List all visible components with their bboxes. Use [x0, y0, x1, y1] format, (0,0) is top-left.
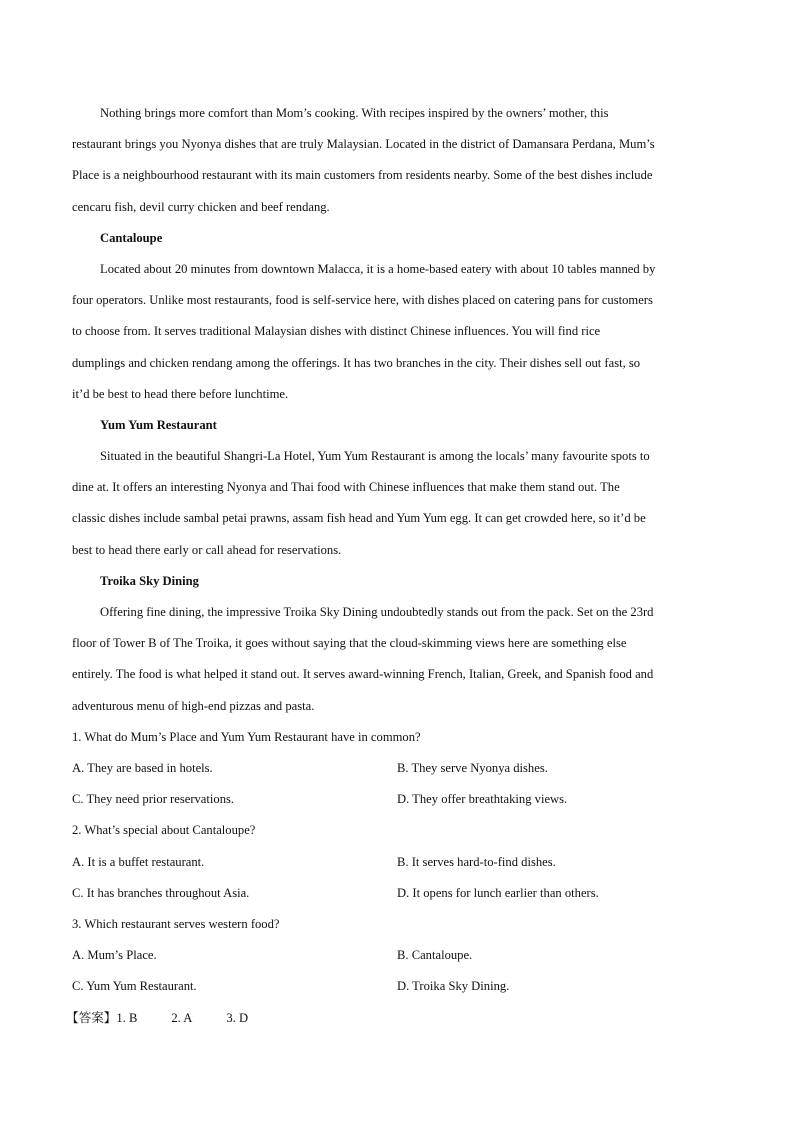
- paragraph-line: to choose from. It serves traditional Malaysian dishes with distinct Chinese influences. You will find rice: [72, 324, 601, 339]
- option-c: C. It has branches throughout Asia.: [72, 885, 250, 900]
- option-c: C. They need prior reservations.: [72, 792, 235, 807]
- paragraph-line: floor of Tower B of The Troika, it goes without saying that the cloud-skimming views here are something else: [72, 636, 627, 651]
- paragraph-line: Located about 20 minutes from downtown Malacca, it is a home-based eatery with about 10 tables manned by: [100, 261, 656, 276]
- paragraph-line: Place is a neighbourhood restaurant with its main customers from residents nearby. Some of the best dishes include: [72, 168, 653, 183]
- section-troika-sky-dining: [72, 566, 722, 722]
- option-b: B. It serves hard-to-find dishes.: [397, 854, 556, 869]
- option-d: D. They offer breathtaking views.: [397, 792, 568, 807]
- paragraph-line: dumplings and chicken rendang among the offerings. It has two branches in the city. Their dishes sell out fast, so: [72, 355, 641, 370]
- option-a: A. It is a buffet restaurant.: [72, 854, 205, 869]
- option-b: B. They serve Nyonya dishes.: [397, 760, 548, 775]
- answer-key-label: 【答案】: [66, 1010, 117, 1026]
- paragraph-line: four operators. Unlike most restaurants, food is self-service here, with dishes placed on catering pans for customers: [72, 293, 653, 308]
- option-c: C. Yum Yum Restaurant.: [72, 979, 197, 994]
- paragraph-line: Situated in the beautiful Shangri-La Hotel, Yum Yum Restaurant is among the locals’ many favourite spots to: [100, 449, 650, 464]
- section-heading: Cantaloupe: [100, 230, 163, 245]
- paragraph-line: cencaru fish, devil curry chicken and beef rendang.: [72, 199, 330, 214]
- options-row: [72, 940, 722, 971]
- paragraph-line: best to head there early or call ahead for reservations.: [72, 542, 342, 557]
- option-d: D. Troika Sky Dining.: [397, 979, 510, 994]
- options-row: [72, 878, 722, 909]
- options-row: [72, 784, 722, 815]
- paragraph-line: restaurant brings you Nyonya dishes that are truly Malaysian. Located in the district of Damansara Perdana, Mum’s: [72, 137, 655, 152]
- paragraph-line: adventurous menu of high-end pizzas and pasta.: [72, 698, 315, 713]
- paragraph-line: it’d be best to head there before lunchtime.: [72, 386, 289, 401]
- answer-key: [66, 1002, 722, 1033]
- document-page: [66, 98, 722, 1034]
- answer-item: 2. A: [171, 1011, 193, 1026]
- paragraph-line: entirely. The food is what helped it stand out. It serves award-winning French, Italian, Greek, and Spanish food and: [72, 667, 654, 682]
- option-a: A. Mum’s Place.: [72, 948, 157, 963]
- option-a: A. They are based in hotels.: [72, 760, 213, 775]
- section-yum-yum-restaurant: [72, 410, 722, 566]
- question-2: [72, 815, 722, 909]
- options-row: [72, 971, 722, 1002]
- option-d: D. It opens for lunch earlier than others.: [397, 885, 599, 900]
- answer-item: 3. D: [226, 1011, 249, 1026]
- answer-item: 1. B: [116, 1011, 138, 1026]
- section-cantaloupe: [72, 223, 722, 410]
- options-row: [72, 847, 722, 878]
- paragraph-line: Offering fine dining, the impressive Troika Sky Dining undoubtedly stands out from the pack. Set on the 23rd: [100, 605, 654, 619]
- question-stem: 3. Which restaurant serves western food?: [72, 916, 280, 931]
- intro-paragraph: [72, 98, 722, 223]
- options-row: [72, 753, 722, 784]
- question-stem: 2. What’s special about Cantaloupe?: [72, 823, 256, 838]
- paragraph-line: Nothing brings more comfort than Mom’s cooking. With recipes inspired by the owners’ mother, this: [100, 106, 609, 120]
- section-heading: Troika Sky Dining: [100, 573, 199, 588]
- paragraph-line: dine at. It offers an interesting Nyonya and Thai food with Chinese influences that make them stand out. The: [72, 480, 620, 495]
- question-stem: 1. What do Mum’s Place and Yum Yum Restaurant have in common?: [72, 729, 421, 744]
- paragraph-line: classic dishes include sambal petai prawns, assam fish head and Yum Yum egg. It can get crowded here, so it’d be: [72, 511, 646, 526]
- question-3: [72, 909, 722, 1003]
- option-b: B. Cantaloupe.: [397, 948, 473, 963]
- section-heading: Yum Yum Restaurant: [100, 417, 217, 432]
- question-1: [72, 722, 722, 816]
